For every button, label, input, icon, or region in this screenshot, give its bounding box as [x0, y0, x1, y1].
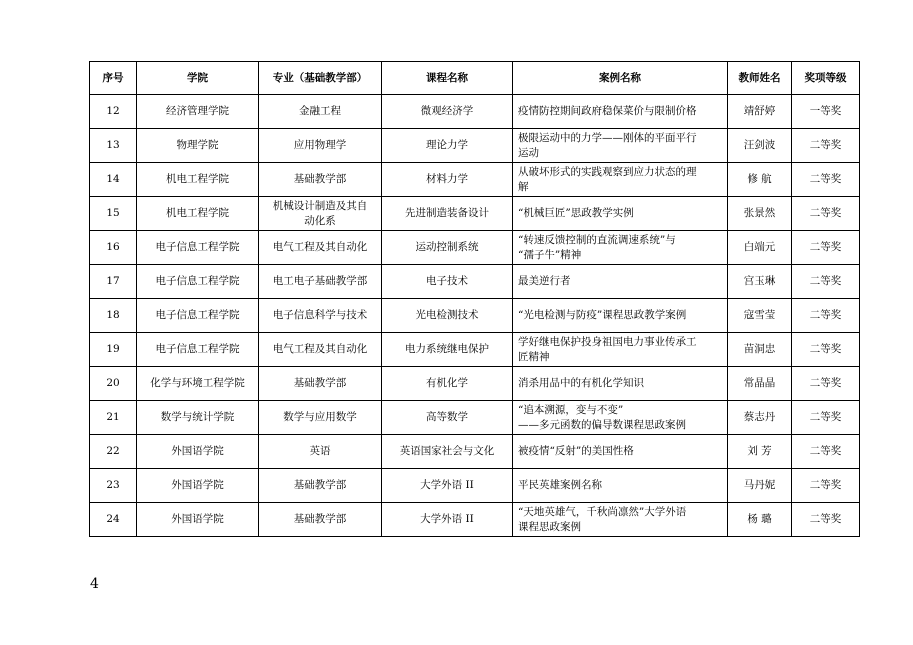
cell-college: 电子信息工程学院 — [137, 265, 259, 299]
cell-course: 高等数学 — [382, 401, 513, 435]
cell-course: 有机化学 — [382, 367, 513, 401]
header-major: 专业（基础教学部） — [259, 62, 382, 95]
cell-course: 光电检测技术 — [382, 299, 513, 333]
cell-case: 消杀用品中的有机化学知识 — [513, 367, 728, 401]
header-college: 学院 — [137, 62, 259, 95]
cell-award: 二等奖 — [792, 503, 860, 537]
cell-award: 二等奖 — [792, 163, 860, 197]
cell-index: 17 — [90, 265, 137, 299]
table-row — [90, 197, 860, 231]
cell-index: 15 — [90, 197, 137, 231]
cell-case: 被疫情“反射”的美国性格 — [513, 435, 728, 469]
cell-index: 18 — [90, 299, 137, 333]
header-index: 序号 — [90, 62, 137, 95]
header-row — [90, 62, 860, 95]
cell-college: 外国语学院 — [137, 435, 259, 469]
cell-case: 极限运动中的力学——刚体的平面平行 运动 — [513, 129, 728, 163]
cell-major: 基础教学部 — [259, 503, 382, 537]
cell-course: 先进制造装备设计 — [382, 197, 513, 231]
cell-teacher: 刘 芳 — [728, 435, 792, 469]
cell-teacher: 寇雪莹 — [728, 299, 792, 333]
cell-teacher: 马丹妮 — [728, 469, 792, 503]
cell-major: 应用物理学 — [259, 129, 382, 163]
header-teacher: 教师姓名 — [728, 62, 792, 95]
cell-case: 疫情防控期间政府稳保菜价与限制价格 — [513, 95, 728, 129]
cell-award: 二等奖 — [792, 129, 860, 163]
cell-major: 电气工程及其自动化 — [259, 231, 382, 265]
cell-teacher: 白端元 — [728, 231, 792, 265]
cell-index: 13 — [90, 129, 137, 163]
table-row — [90, 469, 860, 503]
cell-award: 二等奖 — [792, 265, 860, 299]
cell-teacher: 蔡志丹 — [728, 401, 792, 435]
cell-major: 机械设计制造及其自 动化系 — [259, 197, 382, 231]
table-row — [90, 299, 860, 333]
cell-award: 二等奖 — [792, 401, 860, 435]
cell-college: 机电工程学院 — [137, 197, 259, 231]
cell-major: 电气工程及其自动化 — [259, 333, 382, 367]
cell-teacher: 张景然 — [728, 197, 792, 231]
cell-course: 大学外语 II — [382, 503, 513, 537]
table-row — [90, 333, 860, 367]
cell-major: 电子信息科学与技术 — [259, 299, 382, 333]
cell-college: 外国语学院 — [137, 503, 259, 537]
cell-course: 大学外语 II — [382, 469, 513, 503]
cell-teacher: 修 航 — [728, 163, 792, 197]
table-row — [90, 503, 860, 537]
table-row — [90, 163, 860, 197]
cell-major: 基础教学部 — [259, 367, 382, 401]
cell-teacher: 宫玉琳 — [728, 265, 792, 299]
cell-case: 平民英雄案例名称 — [513, 469, 728, 503]
cell-case: “光电检测与防疫”课程思政教学案例 — [513, 299, 728, 333]
cell-teacher: 常晶晶 — [728, 367, 792, 401]
cell-award: 二等奖 — [792, 435, 860, 469]
cell-course: 运动控制系统 — [382, 231, 513, 265]
cell-major: 基础教学部 — [259, 469, 382, 503]
cell-teacher: 靖舒婷 — [728, 95, 792, 129]
cell-index: 21 — [90, 401, 137, 435]
cell-case: “天地英雄气，千秋尚凛然”大学外语 课程思政案例 — [513, 503, 728, 537]
cell-case: “机械巨匠”思政教学实例 — [513, 197, 728, 231]
cell-course: 理论力学 — [382, 129, 513, 163]
cell-college: 数学与统计学院 — [137, 401, 259, 435]
table-row — [90, 265, 860, 299]
header-case: 案例名称 — [513, 62, 728, 95]
table-row — [90, 367, 860, 401]
table-row — [90, 401, 860, 435]
table-row — [90, 129, 860, 163]
cell-index: 12 — [90, 95, 137, 129]
cell-college: 外国语学院 — [137, 469, 259, 503]
cell-major: 数学与应用数学 — [259, 401, 382, 435]
table-row — [90, 435, 860, 469]
cell-college: 电子信息工程学院 — [137, 299, 259, 333]
cell-case: 最美逆行者 — [513, 265, 728, 299]
cell-course: 电子技术 — [382, 265, 513, 299]
cell-case: 学好继电保护投身祖国电力事业传承工 匠精神 — [513, 333, 728, 367]
cell-case: 从破坏形式的实践观察到应力状态的理 解 — [513, 163, 728, 197]
cell-index: 23 — [90, 469, 137, 503]
table-body — [90, 95, 860, 537]
cell-major: 基础教学部 — [259, 163, 382, 197]
cell-award: 二等奖 — [792, 333, 860, 367]
cell-college: 机电工程学院 — [137, 163, 259, 197]
header-award: 奖项等级 — [792, 62, 860, 95]
cell-case: “追本溯源，变与不变” ——多元函数的偏导数课程思政案例 — [513, 401, 728, 435]
cell-case: “转速反馈控制的直流调速系统”与 “孺子牛”精神 — [513, 231, 728, 265]
award-table — [89, 61, 860, 537]
cell-index: 22 — [90, 435, 137, 469]
cell-major: 金融工程 — [259, 95, 382, 129]
table-row — [90, 95, 860, 129]
table-row — [90, 231, 860, 265]
cell-index: 14 — [90, 163, 137, 197]
cell-college: 物理学院 — [137, 129, 259, 163]
cell-college: 化学与环境工程学院 — [137, 367, 259, 401]
cell-index: 24 — [90, 503, 137, 537]
cell-award: 二等奖 — [792, 469, 860, 503]
cell-major: 英语 — [259, 435, 382, 469]
cell-course: 英语国家社会与文化 — [382, 435, 513, 469]
cell-teacher: 杨 璐 — [728, 503, 792, 537]
cell-award: 二等奖 — [792, 231, 860, 265]
cell-major: 电工电子基础教学部 — [259, 265, 382, 299]
cell-award: 二等奖 — [792, 299, 860, 333]
cell-teacher: 苗洞忠 — [728, 333, 792, 367]
cell-award: 二等奖 — [792, 367, 860, 401]
header-course: 课程名称 — [382, 62, 513, 95]
cell-teacher: 汪剑波 — [728, 129, 792, 163]
cell-index: 20 — [90, 367, 137, 401]
cell-course: 电力系统继电保护 — [382, 333, 513, 367]
page-number: 4 — [90, 576, 99, 592]
cell-college: 经济管理学院 — [137, 95, 259, 129]
cell-index: 16 — [90, 231, 137, 265]
cell-college: 电子信息工程学院 — [137, 333, 259, 367]
cell-index: 19 — [90, 333, 137, 367]
cell-award: 一等奖 — [792, 95, 860, 129]
cell-award: 二等奖 — [792, 197, 860, 231]
cell-college: 电子信息工程学院 — [137, 231, 259, 265]
cell-course: 材料力学 — [382, 163, 513, 197]
cell-course: 微观经济学 — [382, 95, 513, 129]
